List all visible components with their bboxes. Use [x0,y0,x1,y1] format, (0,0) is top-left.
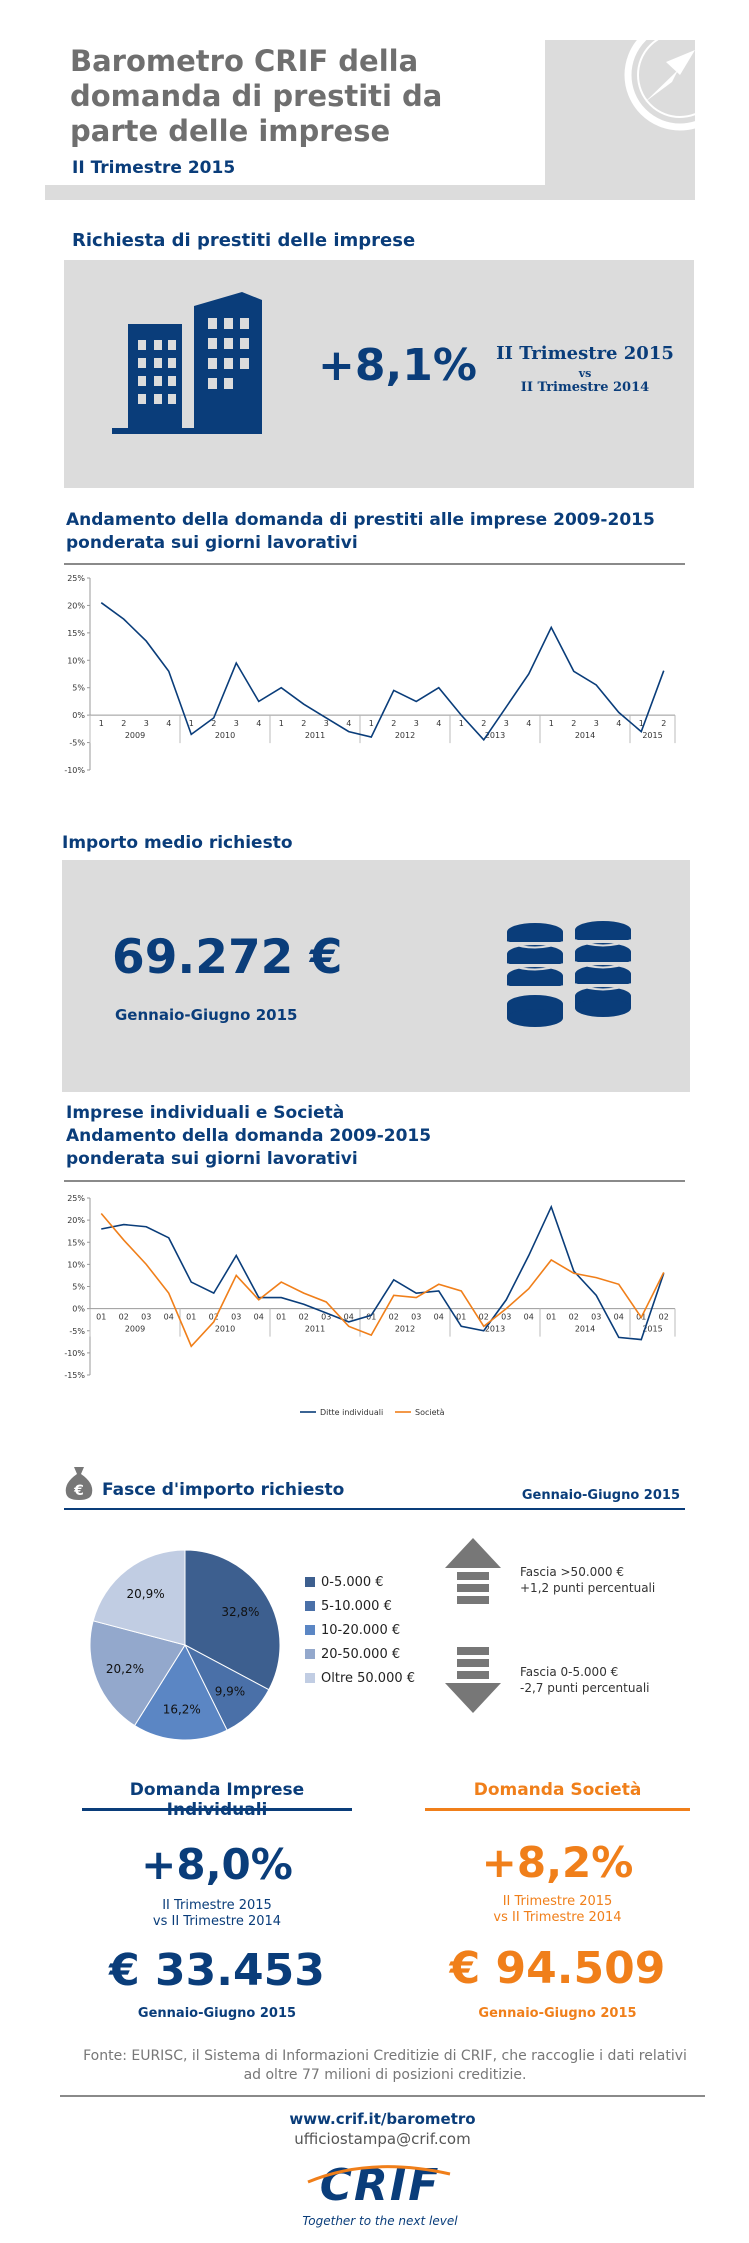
trend-chart [50,570,690,810]
year-label: 2009 [124,731,146,741]
logo-tagline: Together to the next level [302,2214,458,2228]
legend-item [305,1642,415,1666]
x-tick-label: 01 [546,1312,557,1322]
x-tick-label: 4 [526,719,532,729]
x-tick-label: 04 [253,1312,264,1322]
x-tick-label: 04 [433,1312,444,1322]
x-tick-label: 2 [121,719,127,729]
buildings-icon [112,292,262,437]
legend-label: 0-5.000 € [321,1574,384,1590]
divider [60,2095,705,2097]
company-amount: € 94.509 [449,1943,666,1994]
x-tick-label: 3 [143,719,149,729]
down-note-2: -2,7 punti percentuali [520,1681,650,1695]
y-tick-label: 10% [67,1260,85,1270]
x-tick-label: 2 [391,719,397,729]
x-tick-label: 04 [163,1312,174,1322]
source-note: Fonte: EURISC, il Sistema di Informazioni Creditizie di CRIF, che raccoglie i dati relativi ad oltre 77 milioni di posizioni creditizie. [83,2048,687,2083]
page-title: Barometro CRIF della domanda di prestiti da parte delle imprese [70,44,443,148]
legend-label: 10-20.000 € [321,1622,401,1638]
year-label: 2014 [574,1324,596,1334]
y-tick-label: 20% [67,1216,85,1226]
loan-request-period: II Trimestre 2015 [496,343,674,364]
individual-underline [82,1808,352,1811]
x-tick-label: 04 [613,1312,624,1322]
legend-swatch [305,1577,315,1587]
legend-swatch [305,1625,315,1635]
split-trend-chart [50,1190,690,1430]
year-label: 2011 [304,1324,326,1334]
x-tick-label: 4 [346,719,352,729]
company-title: Domanda Società [473,1780,642,1800]
amount-bands-title: Fasce d'importo richiesto [102,1480,345,1500]
loan-request-compare: II Trimestre 2014 [520,380,650,395]
year-label: 2013 [484,731,506,741]
trend-title: Andamento della domanda di prestiti alle imprese 2009-2015 [66,510,655,530]
x-tick-label: 02 [478,1312,489,1322]
x-tick-label: 03 [591,1312,602,1322]
company-underline [425,1808,690,1811]
x-tick-label: 3 [593,719,599,729]
average-amount-value: 69.272 € [112,930,343,985]
year-label: 2010 [214,731,236,741]
legend-item [305,1666,415,1690]
svg-text:€: € [74,1483,84,1499]
x-tick-label: 03 [231,1312,242,1322]
average-amount-period: Gennaio-Giugno 2015 [115,1006,298,1024]
x-tick-label: 2 [301,719,307,729]
pie-label: 32,8% [221,1604,260,1619]
y-tick-label: -10% [64,766,85,775]
amount-bands-pie [80,1540,290,1750]
x-tick-label: 4 [166,719,172,729]
x-tick-label: 1 [98,719,104,729]
legend-item [305,1570,415,1594]
year-label: 2013 [484,1324,506,1334]
y-tick-label: 25% [67,1194,85,1203]
x-tick-label: 4 [436,719,442,729]
y-tick-label: 10% [67,656,85,666]
x-tick-label: 3 [233,719,239,729]
crif-logo: CRIF [319,2160,441,2211]
split-title-2: Andamento della domanda 2009-2015 [66,1126,432,1146]
x-tick-label: 2 [571,719,577,729]
x-tick-label: 3 [413,719,419,729]
pie-label: 9,9% [214,1684,246,1699]
x-tick-label: 01 [636,1312,647,1322]
y-tick-label: 20% [67,601,85,611]
series-line [98,603,667,740]
y-tick-label: -5% [69,1326,85,1336]
split-title-1: Imprese individuali e Società [66,1103,345,1123]
individual-period-1: II Trimestre 2015 [162,1898,272,1913]
individual-amount: € 33.453 [109,1945,325,1996]
coins-icon [505,920,635,1035]
pie-legend [305,1570,415,1690]
company-amount-period: Gennaio-Giugno 2015 [478,2006,637,2021]
pie-label: 20,2% [105,1661,144,1676]
arrow-up-icon [443,1538,503,1604]
y-tick-label: -15% [64,1371,85,1380]
legend-label: 20-50.000 € [321,1646,401,1662]
year-label: 2011 [304,731,326,741]
y-tick-label: 5% [72,1282,85,1292]
trend-subtitle: ponderata sui giorni lavorativi [66,533,358,553]
year-label: 2010 [214,1324,236,1334]
individual-value: +8,0% [141,1840,293,1889]
x-tick-label: 03 [411,1312,422,1322]
pie-label: 20,9% [126,1586,165,1601]
x-tick-label: 2 [661,719,667,729]
x-tick-label: 4 [616,719,622,729]
x-tick-label: 02 [118,1312,129,1322]
company-period-1: II Trimestre 2015 [502,1894,613,1909]
x-tick-label: 1 [188,719,194,729]
average-amount-title: Importo medio richiesto [62,833,293,853]
x-tick-label: 01 [96,1312,107,1322]
x-tick-label: 4 [256,719,262,729]
pie-label: 16,2% [162,1702,201,1717]
y-tick-label: 0% [72,1304,85,1314]
x-tick-label: 1 [458,719,464,729]
x-tick-label: 1 [278,719,284,729]
x-tick-label: 03 [501,1312,512,1322]
legend-swatch [305,1649,315,1659]
divider [64,1508,685,1510]
money-bag-icon [64,1465,94,1501]
arrow-down-icon [443,1647,503,1713]
x-tick-label: 2 [481,719,487,729]
logo-swoosh [300,2160,460,2210]
x-tick-label: 1 [548,719,554,729]
page-subtitle: II Trimestre 2015 [72,158,236,178]
x-tick-label: 04 [343,1312,354,1322]
legend-label: Ditte individuali [320,1408,384,1417]
year-label: 2015 [642,1324,663,1334]
x-tick-label: 2 [211,719,217,729]
x-tick-label: 1 [368,719,374,729]
y-tick-label: -5% [69,738,85,748]
x-tick-label: 01 [186,1312,197,1322]
compass-icon [610,40,695,145]
legend-label: Società [415,1408,445,1417]
x-tick-label: 01 [276,1312,287,1322]
up-note-2: +1,2 punti percentuali [520,1581,656,1595]
y-tick-label: 25% [67,574,85,583]
company-value: +8,2% [481,1838,634,1887]
legend-swatch [305,1601,315,1611]
year-label: 2012 [394,1324,416,1334]
x-tick-label: 03 [321,1312,332,1322]
legend-label: Oltre 50.000 € [321,1670,416,1686]
x-tick-label: 02 [208,1312,219,1322]
x-tick-label: 01 [456,1312,467,1322]
y-tick-label: 0% [72,711,85,721]
year-label: 2012 [394,731,416,741]
legend-swatch [305,1673,315,1683]
x-tick-label: 04 [523,1312,534,1322]
y-tick-label: 15% [67,628,85,638]
company-period-2: vs II Trimestre 2014 [493,1910,622,1925]
divider [64,1180,685,1182]
loan-request-title: Richiesta di prestiti delle imprese [72,230,416,251]
divider [64,563,685,565]
down-note-1: Fascia 0-5.000 € [520,1665,619,1679]
legend-label: 5-10.000 € [321,1598,392,1614]
individual-amount-period: Gennaio-Giugno 2015 [137,2006,297,2021]
year-label: 2015 [642,731,663,741]
x-tick-label: 3 [323,719,329,729]
up-note-1: Fascia >50.000 € [520,1565,624,1579]
year-label: 2014 [574,731,596,741]
y-tick-label: 5% [72,683,85,693]
individual-period-2: vs II Trimestre 2014 [152,1914,282,1929]
y-tick-label: -10% [64,1348,85,1358]
x-tick-label: 02 [658,1312,669,1322]
individual-title: Domanda Imprese [129,1780,305,1800]
year-label: 2009 [124,1324,146,1334]
loan-request-value: +8,1% [318,340,477,391]
amount-bands-period: Gennaio-Giugno 2015 [521,1488,680,1503]
footer-email[interactable]: ufficiostampa@crif.com [294,2130,471,2148]
footer-url[interactable]: www.crif.it/barometro [289,2110,476,2128]
x-tick-label: 02 [388,1312,399,1322]
y-tick-label: 15% [67,1238,85,1248]
x-tick-label: 03 [141,1312,152,1322]
loan-request-vs: vs [578,367,592,380]
split-title-3: ponderata sui giorni lavorativi [66,1149,358,1169]
legend-item [305,1594,415,1618]
legend-item [305,1618,415,1642]
x-tick-label: 1 [638,719,644,729]
x-tick-label: 01 [366,1312,377,1322]
x-tick-label: 02 [298,1312,309,1322]
x-tick-label: 02 [568,1312,579,1322]
x-tick-label: 3 [503,719,509,729]
